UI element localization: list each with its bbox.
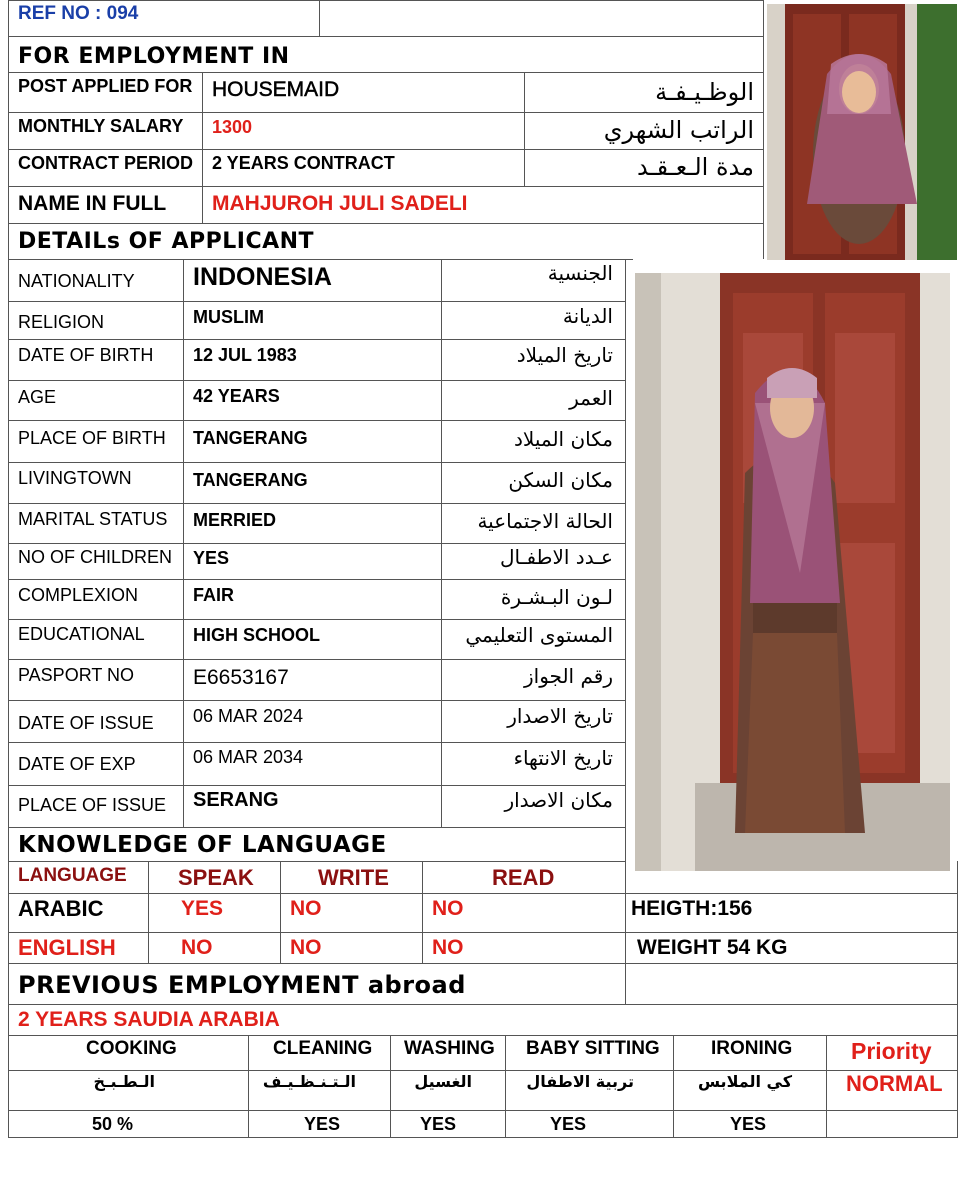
table-row-label: DATE OF BIRTH xyxy=(18,345,154,365)
speak-value: YES xyxy=(181,897,224,920)
table-row-value: 42 YEARS xyxy=(193,386,280,406)
table-row-label: RELIGION xyxy=(18,312,105,332)
priority-value: NORMAL xyxy=(846,1071,943,1096)
table-row-label: EDUCATIONAL xyxy=(18,624,145,644)
passport-value: E6653167 xyxy=(193,666,289,689)
table-row-arabic: المستوى التعليمي xyxy=(465,623,613,647)
post-value: HOUSEMAID xyxy=(212,78,340,101)
details-heading: DETAILs OF APPLICANT xyxy=(18,229,315,254)
table-row-value: MERRIED xyxy=(193,510,277,530)
table-row-arabic: الجنسية xyxy=(547,261,613,285)
table-row-arabic: العمر xyxy=(569,386,613,410)
applicant-photo-large xyxy=(635,273,950,871)
table-row-label: DATE OF EXP xyxy=(18,754,136,774)
contract-value: 2 YEARS CONTRACT xyxy=(212,153,395,173)
skill-value: YES xyxy=(550,1114,587,1134)
table-row-arabic: رقم الجواز xyxy=(524,664,613,688)
table-row-arabic: تاريخ الانتهاء xyxy=(513,746,613,770)
write-value: NO xyxy=(290,897,322,920)
read-value: NO xyxy=(432,936,464,959)
post-label: POST APPLIED FOR xyxy=(18,76,193,96)
table-row-arabic: لـون البـشـرة xyxy=(500,585,613,609)
table-row-arabic: مكان السكن xyxy=(508,468,613,492)
name-value: MAHJUROH JULI SADELI xyxy=(212,192,468,215)
skill-arabic: الـتـنـظـيـف xyxy=(262,1072,356,1091)
table-row-arabic: مكان الاصدار xyxy=(504,788,613,812)
contract-arabic: مدة الـعـقـد xyxy=(636,153,754,181)
previous-value: 2 YEARS SAUDIA ARABIA xyxy=(18,1008,280,1031)
language-name: ENGLISH xyxy=(18,935,116,960)
skill-name: BABY SITTING xyxy=(526,1038,660,1059)
table-row-value: 12 JUL 1983 xyxy=(193,345,297,365)
applicant-photo-small xyxy=(767,4,957,260)
table-row-arabic: مكان الميلاد xyxy=(514,427,613,451)
table-row-label: PASPORT NO xyxy=(18,665,135,685)
table-row-arabic: الحالة الاجتماعية xyxy=(477,509,613,533)
language-heading: KNOWLEDGE OF LANGUAGE xyxy=(18,832,387,858)
skill-name: COOKING xyxy=(86,1038,177,1059)
post-arabic: الوظـيـفـة xyxy=(655,78,754,106)
name-label: NAME IN FULL xyxy=(18,192,167,215)
write-value: NO xyxy=(290,936,322,959)
table-row-value: YES xyxy=(193,548,230,568)
table-row-value: HIGH SCHOOL xyxy=(193,625,321,645)
write-col-header: WRITE xyxy=(318,865,389,890)
table-row-label: PLACE OF ISSUE xyxy=(18,795,167,815)
read-value: NO xyxy=(432,897,464,920)
table-row-label: NATIONALITY xyxy=(18,271,135,291)
table-row-value: 06 MAR 2034 xyxy=(193,747,304,767)
skill-value: YES xyxy=(420,1114,457,1134)
height-value: HEIGTH:156 xyxy=(631,897,753,920)
table-row-label: LIVINGTOWN xyxy=(18,468,132,488)
table-row-value: TANGERANG xyxy=(193,470,308,490)
nationality-value: INDONESIA xyxy=(193,263,332,291)
priority-label: Priority xyxy=(851,1038,932,1064)
skill-arabic: الغسيل xyxy=(414,1072,472,1091)
salary-value: 1300 xyxy=(212,117,253,137)
skill-value: 50 % xyxy=(92,1114,134,1134)
contract-label: CONTRACT PERIOD xyxy=(18,153,193,173)
table-row-label: AGE xyxy=(18,387,57,407)
table-row-value: MUSLIM xyxy=(193,307,264,327)
table-row-value: 06 MAR 2024 xyxy=(193,706,304,726)
weight-value: WEIGHT 54 KG xyxy=(637,936,788,959)
salary-label: MONTHLY SALARY xyxy=(18,116,184,136)
skill-name: CLEANING xyxy=(273,1038,373,1059)
table-row-label: NO OF CHILDREN xyxy=(18,547,173,567)
table-row-arabic: تاريخ الميلاد xyxy=(516,343,613,367)
table-row-label: COMPLEXION xyxy=(18,585,139,605)
language-col-header: LANGUAGE xyxy=(18,865,127,886)
speak-col-header: SPEAK xyxy=(178,865,254,890)
ref-number: REF NO : 094 xyxy=(18,3,139,24)
skill-arabic: كي الملابس xyxy=(697,1072,792,1091)
skill-arabic: الـطـبـخ xyxy=(93,1072,155,1091)
skill-value: YES xyxy=(304,1114,341,1134)
table-row-value: TANGERANG xyxy=(193,428,308,448)
table-row-arabic: تاريخ الاصدار xyxy=(507,704,613,728)
table-row-arabic: عـدد الاطفـال xyxy=(499,545,613,569)
table-row-label: DATE OF ISSUE xyxy=(18,713,154,733)
skill-name: IRONING xyxy=(711,1038,793,1059)
speak-value: NO xyxy=(181,936,213,959)
employment-heading: FOR EMPLOYMENT IN xyxy=(18,44,290,69)
table-row-value: FAIR xyxy=(193,585,235,605)
table-row-value: SERANG xyxy=(193,789,279,811)
language-name: ARABIC xyxy=(18,896,104,921)
skill-name: WASHING xyxy=(404,1038,495,1059)
table-row-arabic: الديانة xyxy=(562,304,613,328)
table-row-label: MARITAL STATUS xyxy=(18,509,168,529)
skill-value: YES xyxy=(730,1114,767,1134)
previous-heading: PREVIOUS EMPLOYMENT abroad xyxy=(18,971,466,999)
read-col-header: READ xyxy=(492,865,555,890)
salary-arabic: الراتب الشهري xyxy=(603,116,754,144)
skill-arabic: تربية الاطفال xyxy=(526,1072,634,1091)
table-row-label: PLACE OF BIRTH xyxy=(18,428,166,448)
